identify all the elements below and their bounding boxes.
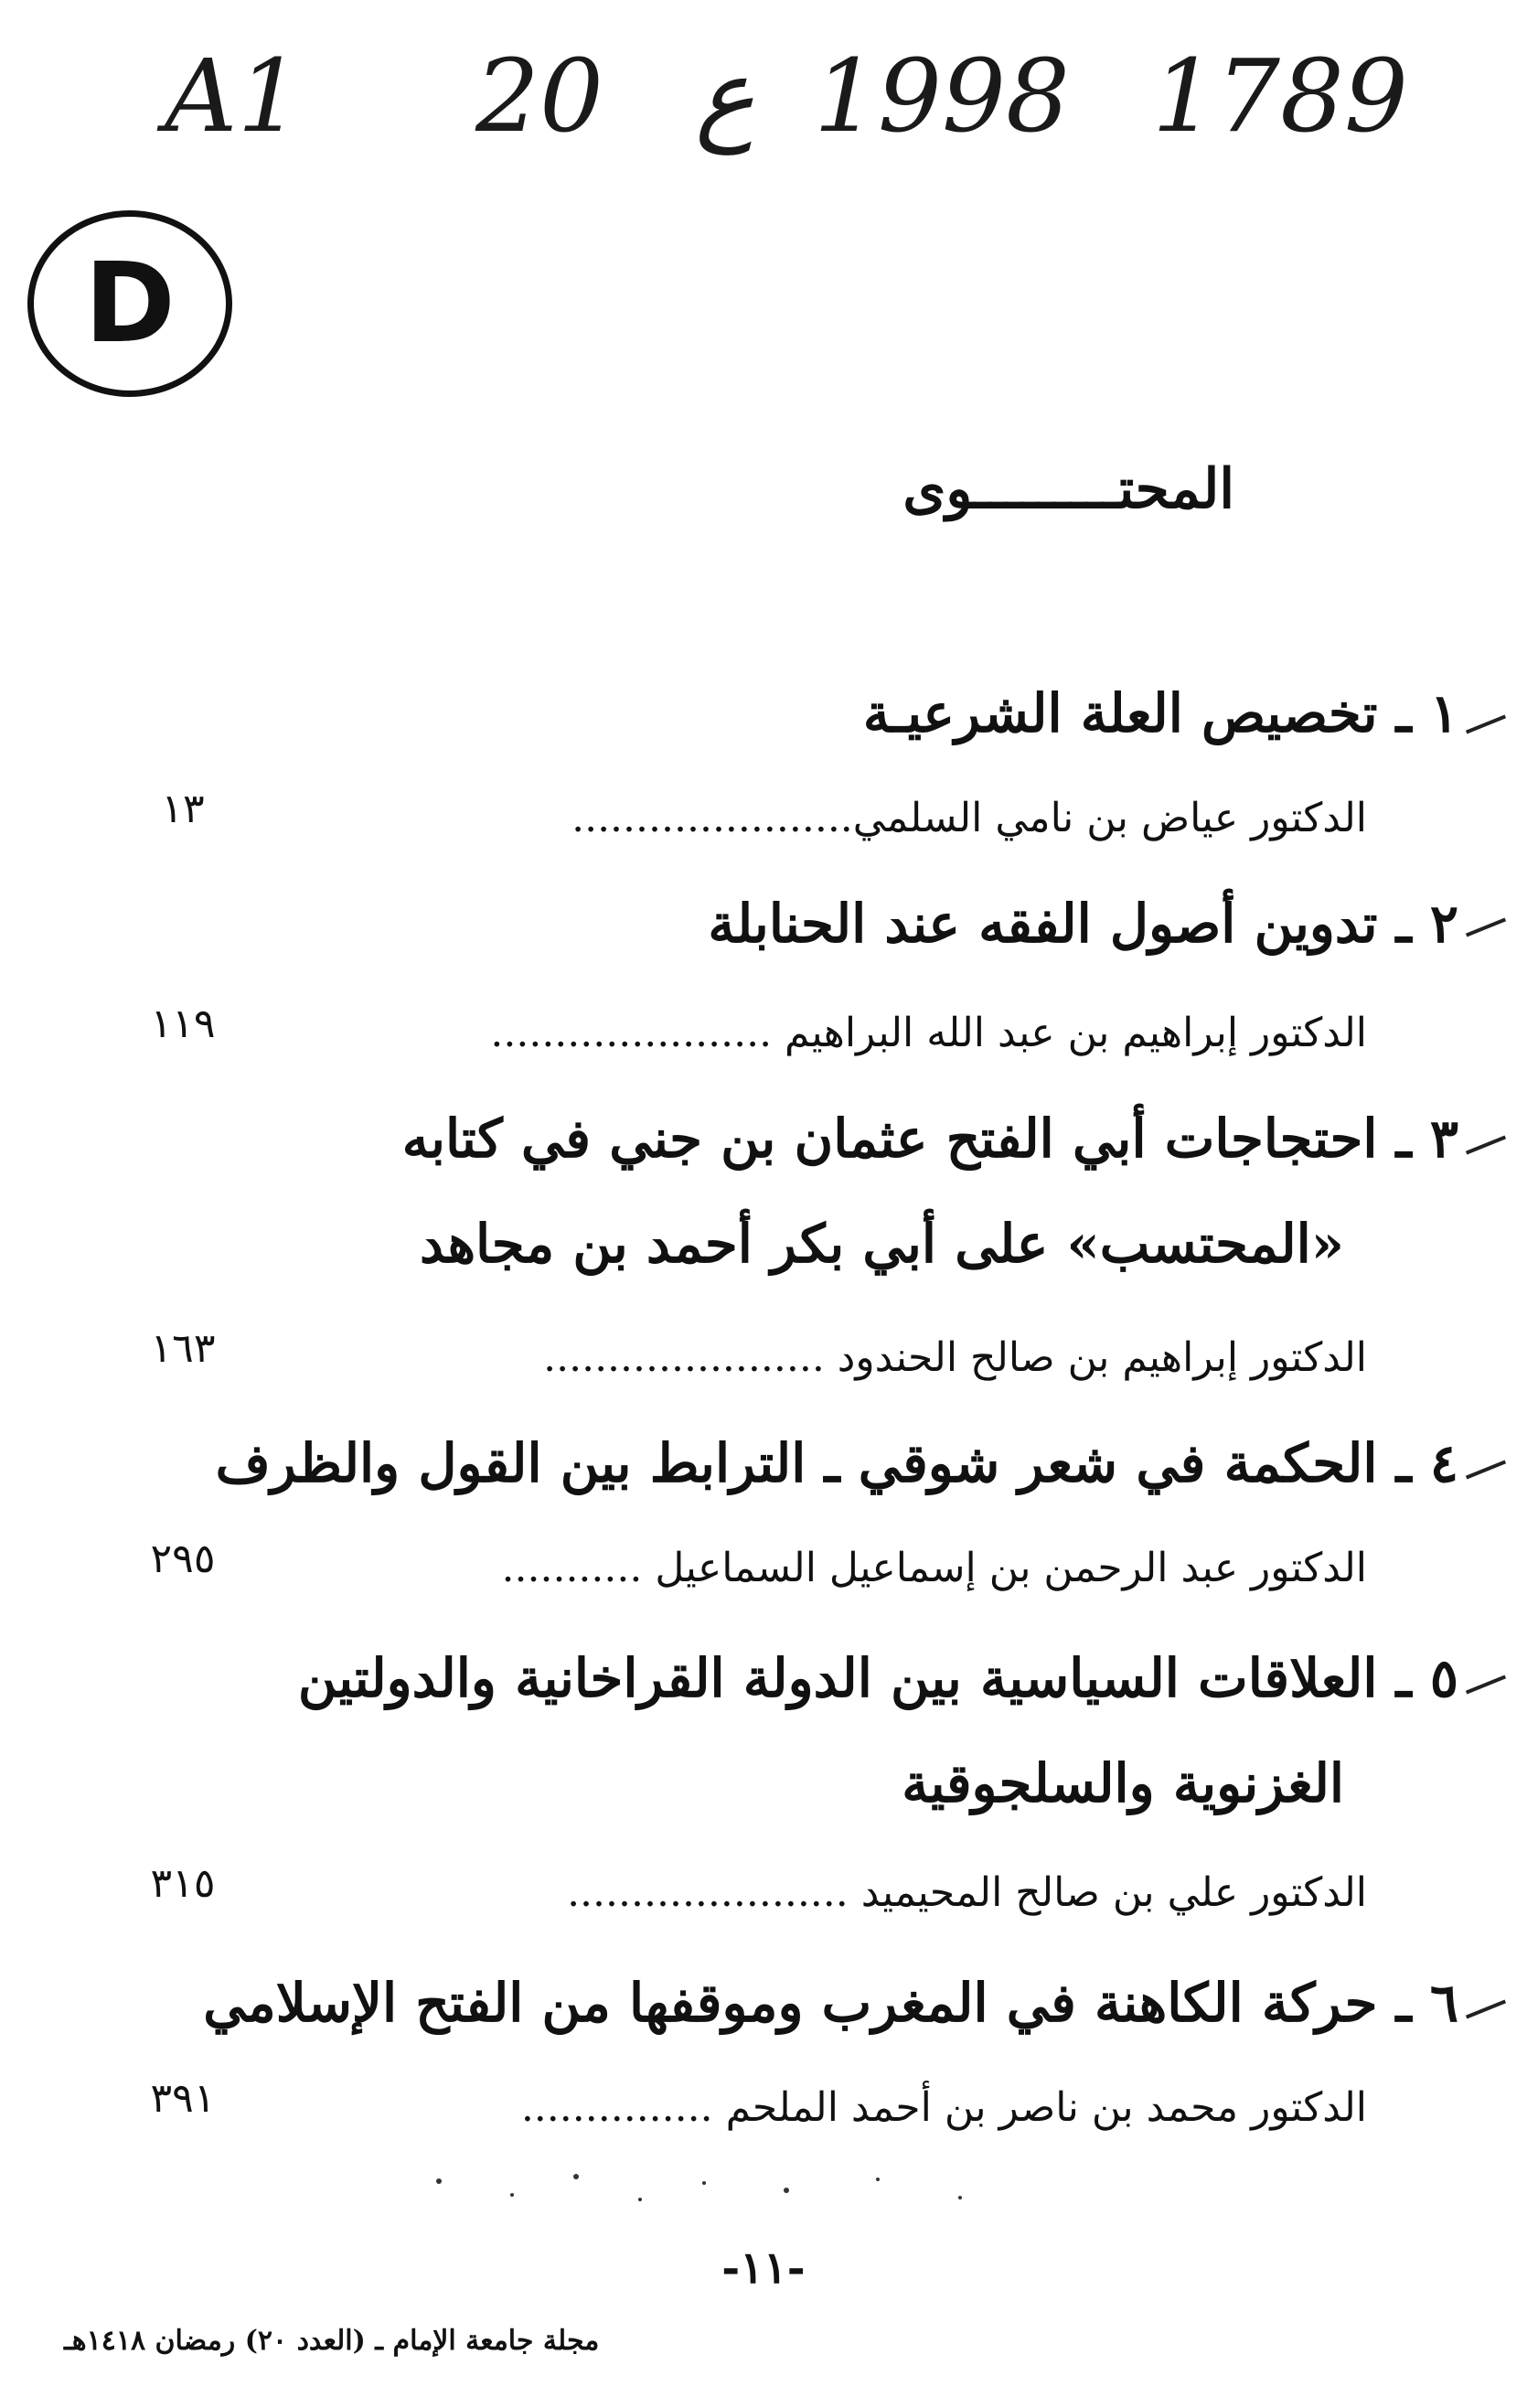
- toc-page-6: ٣٩١: [150, 2075, 216, 2122]
- footer-journal: مجلة جامعة الإمام ـ (العدد ٢٠) رمضان ١٤١٨هـ: [64, 2325, 600, 2357]
- stamp-letter: D: [84, 240, 176, 368]
- toc-title-5a: ٥ ـ العلاقات السياسية بين الدولة القراخانية والدولتين: [297, 1647, 1458, 1709]
- toc-title-2: ٢ ـ تدوين أصول الفقه عند الحنابلة: [708, 893, 1458, 955]
- toc-author-6: الدكتور محمد بن ناصر بن أحمد الملحم ...............: [520, 2084, 1367, 2131]
- toc-page-5: ٣١٥: [150, 1860, 216, 1907]
- footer-page-number: -١١-: [721, 2242, 806, 2294]
- circled-stamp: [27, 210, 232, 397]
- check-tick-1: [1466, 715, 1506, 734]
- handwritten-a1: A1: [165, 37, 302, 155]
- toc-title-5b: الغزنوية والسلجوقية: [902, 1752, 1344, 1814]
- toc-title-6: ٦ ـ حركة الكاهنة في المغرب وموقفها من الفتح الإسلامي: [203, 1972, 1458, 2034]
- toc-author-3: الدكتور إبراهيم بن صالح الحندود ......................: [543, 1334, 1367, 1381]
- handwritten-letter: ع: [695, 37, 755, 155]
- toc-author-4: الدكتور عبد الرحمن بن إسماعيل السماعيل ...........: [501, 1545, 1367, 1591]
- check-tick-4: [1466, 1461, 1506, 1480]
- check-tick-5: [1466, 1675, 1506, 1695]
- toc-page-1: ١٣: [161, 786, 205, 832]
- toc-title-1: ١ ـ تخصيص العلة الشرعيـة: [862, 682, 1458, 744]
- toc-page-3: ١٦٣: [150, 1325, 216, 1372]
- toc-title-3a: ٣ ـ احتجاجات أبي الفتح عثمان بن جني في كتابه: [401, 1108, 1458, 1170]
- toc-page-4: ٢٩٥: [150, 1536, 216, 1582]
- toc-author-1: الدكتور عياض بن نامي السلمي......................: [571, 795, 1367, 841]
- check-tick-2: [1466, 918, 1506, 937]
- scan-noise: [402, 2163, 1042, 2218]
- check-tick-6: [1466, 2000, 1506, 2019]
- toc-author-5: الدكتور علي بن صالح المحيميد ......................: [567, 1869, 1367, 1916]
- toc-page-2: ١١٩: [150, 1001, 216, 1047]
- toc-title-4: ٤ ـ الحكمة في شعر شوقي ـ الترابط بين القول والظرف: [215, 1432, 1458, 1494]
- handwritten-20: 20: [475, 37, 603, 155]
- toc-author-2: الدكتور إبراهيم بن عبد الله البراهيم ......................: [490, 1010, 1367, 1056]
- page-title: المحتـــــــــوى: [902, 457, 1234, 521]
- handwritten-year: 1998: [814, 37, 1070, 155]
- check-tick-3: [1466, 1136, 1506, 1155]
- handwritten-code: 1789: [1152, 37, 1408, 155]
- toc-title-3b: «المحتسب» على أبي بكر أحمد بن مجاهد: [420, 1213, 1344, 1275]
